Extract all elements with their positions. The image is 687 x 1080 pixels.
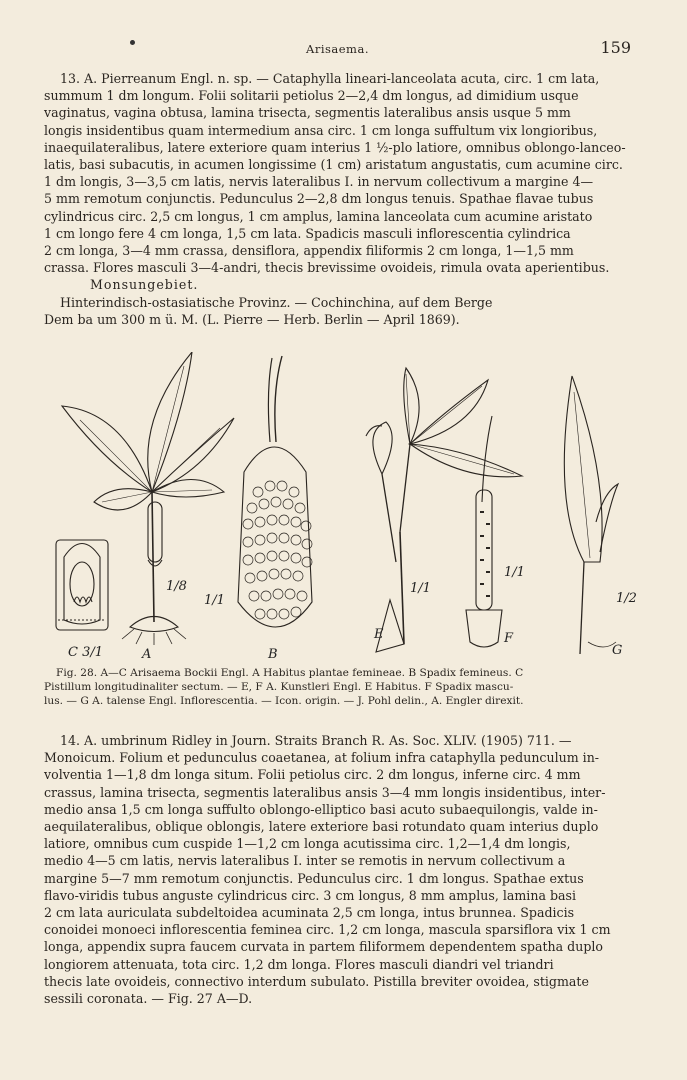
caption-line: Fig. 28. A—C Arisaema Bockii Engl. A Habitus plantae femineae. B Spadix femineus. C <box>56 667 524 679</box>
entry-13-line: 1 dm longis, 3—3,5 cm latis, nervis lateralibus I. in nervum collectivum a margine 4— <box>44 174 594 190</box>
entry-14 <box>44 732 632 1007</box>
entry-14-line: crassus, lamina trisecta, segmentis lateralibus ansis 3—4 mm longis insidentibus, inter- <box>44 784 606 800</box>
entry-13-line: longis insidentibus quam intermedium ansa circ. 1 cm longa suffultum vix longioribus, <box>44 122 598 138</box>
label-a: A <box>142 647 152 662</box>
scale-e: 1/1 <box>410 581 431 596</box>
scale-a: 1/8 <box>166 579 187 594</box>
entry-14-line: medio ansa 1,5 cm longa suffulto oblongo-elliptico basi acuto subaequilongis, valde in- <box>44 801 598 817</box>
entry-13 <box>44 70 632 328</box>
caption-line: Pistillum longitudinaliter sectum. — E, F A. Kunstleri Engl. E Habitus. F Spadix mascu- <box>44 681 514 693</box>
page-number: 159 <box>600 38 631 57</box>
entry-14-line: thecis late ovoideis, connectivo interdum subulato. Pistilla breviter ovoidea, stigmate <box>44 973 589 989</box>
label-e: E <box>374 627 384 642</box>
running-title: Arisaema. <box>306 42 369 56</box>
entry-13-line: crassa. Flores masculi 3—4-andri, thecis brevissime ovoideis, rimula ovata aperientibus. <box>44 260 610 276</box>
entry-14-line: flavo-viridis tubus anguste cylindricus circ. 3 cm longus, 8 mm amplus, lamina basi <box>44 887 577 903</box>
entry-13-locality: Hinterindisch-ostasiatische Provinz. — Cochinchina, auf dem Berge <box>60 294 493 310</box>
entry-14-line: 2 cm lata auriculata subdeltoidea acuminata 2,5 cm longa, intus brunnea. Spadicis <box>44 905 575 921</box>
scale-f: 1/1 <box>504 565 525 580</box>
entry-13-line: cylindricus circ. 2,5 cm longus, 1 cm amplus, lamina lanceolata cum acumine aristato <box>44 208 593 224</box>
entry-14-line: longiorem attenuata, tota circ. 1,2 dm longa. Flores masculi diandri vel triandri <box>44 956 554 972</box>
panel-e-habit <box>366 368 522 652</box>
label-f: F <box>504 631 514 646</box>
entry-13-region: Monsungebiet. <box>90 277 199 293</box>
entry-14-line: latiore, omnibus cum cuspide 1—1,2 cm longa acutissima circ. 1,2—1,4 dm longis, <box>44 836 571 852</box>
entry-13-line: 1 cm longo fere 4 cm longa, 1,5 cm lata. Spadicis masculi inflorescentia cylindrica <box>44 225 571 241</box>
panel-f-spadix <box>466 416 502 647</box>
entry-14-line: aequilateralibus, oblique oblongis, latere exteriore basi rotundato quam interius duplo <box>44 819 599 835</box>
label-c: C 3/1 <box>68 645 104 660</box>
entry-13-line: 2 cm longa, 3—4 mm crassa, densiflora, appendix filiformis 2 cm longa, 1—1,5 mm <box>44 243 574 259</box>
entry-14-line: conoidei monoeci inflorescentia feminea circ. 1,2 cm longa, mascula sparsiflora vix 1 cm <box>44 922 611 938</box>
panel-b-berries <box>243 481 312 619</box>
scale-b: 1/1 <box>204 593 225 608</box>
entry-14-line: medio 4—5 cm latis, nervis lateralibus I. inter se remotis in nervum collectivum a <box>44 853 566 869</box>
panel-b-spadix <box>238 356 312 627</box>
figure-caption <box>44 666 636 708</box>
entry-14-line: volventia 1—1,8 dm longa situm. Folii petiolus circ. 2 dm longus, inferne circ. 4 mm <box>44 767 581 783</box>
entry-14-line: sessili coronata. — Fig. 27 A—D. <box>44 991 253 1007</box>
entry-13-line: 13. A. Pierreanum Engl. n. sp. — Cataphylla lineari-lanceolata acuta, circ. 1 cm lata, <box>60 71 600 86</box>
page-header <box>44 38 631 62</box>
panel-c-pistil-section <box>56 540 108 630</box>
entry-14-line: Monoicum. Folium et pedunculus coaetanea, at folium infra cataphylla pedunculum in- <box>44 750 600 766</box>
caption-line: lus. — G A. talense Engl. Inflorescentia. — Icon. origin. — J. Pohl delin., A. Engler direxit. <box>44 695 524 707</box>
label-b: B <box>268 647 278 662</box>
entry-14-line: 14. A. umbrinum Ridley in Journ. Straits Branch R. As. Soc. XLIV. (1905) 711. — <box>60 733 572 748</box>
entry-13-locality: Dem ba um 300 m ü. M. (L. Pierre — Herb. Berlin — April 1869). <box>44 311 460 327</box>
entry-14-line: margine 5—7 mm remotum conjunctis. Pedunculus circ. 1 dm longus. Spathae extus <box>44 870 584 886</box>
entry-13-line: inaequilateralibus, latere exteriore quam interius 1 ½-plo latiore, omnibus oblongo-lanceo- <box>44 139 626 155</box>
scale-g: 1/2 <box>616 591 637 606</box>
entry-13-line: vaginatus, vagina obtusa, lamina trisecta, segmentis lateralibus ansis usque 5 mm <box>44 105 571 121</box>
entry-13-line: 5 mm remotum conjunctis. Pedunculus 2—2,8 dm longus tenuis. Spathae flavae tubus <box>44 191 594 207</box>
entry-13-line: latis, basi subacutis, in acumen longissime (1 cm) aristatum angustatis, cum acumine circ. <box>44 157 623 173</box>
panel-g-inflorescence <box>564 376 618 654</box>
entry-13-line: summum 1 dm longum. Folii solitarii petiolus 2—2,4 dm longus, ad dimidium usque <box>44 88 579 104</box>
label-g: G <box>612 643 623 658</box>
figure-28-illustration <box>44 352 644 664</box>
entry-14-line: longa, appendix supra faucem curvata in partem filiformem dependentem spatha duplo <box>44 939 604 955</box>
